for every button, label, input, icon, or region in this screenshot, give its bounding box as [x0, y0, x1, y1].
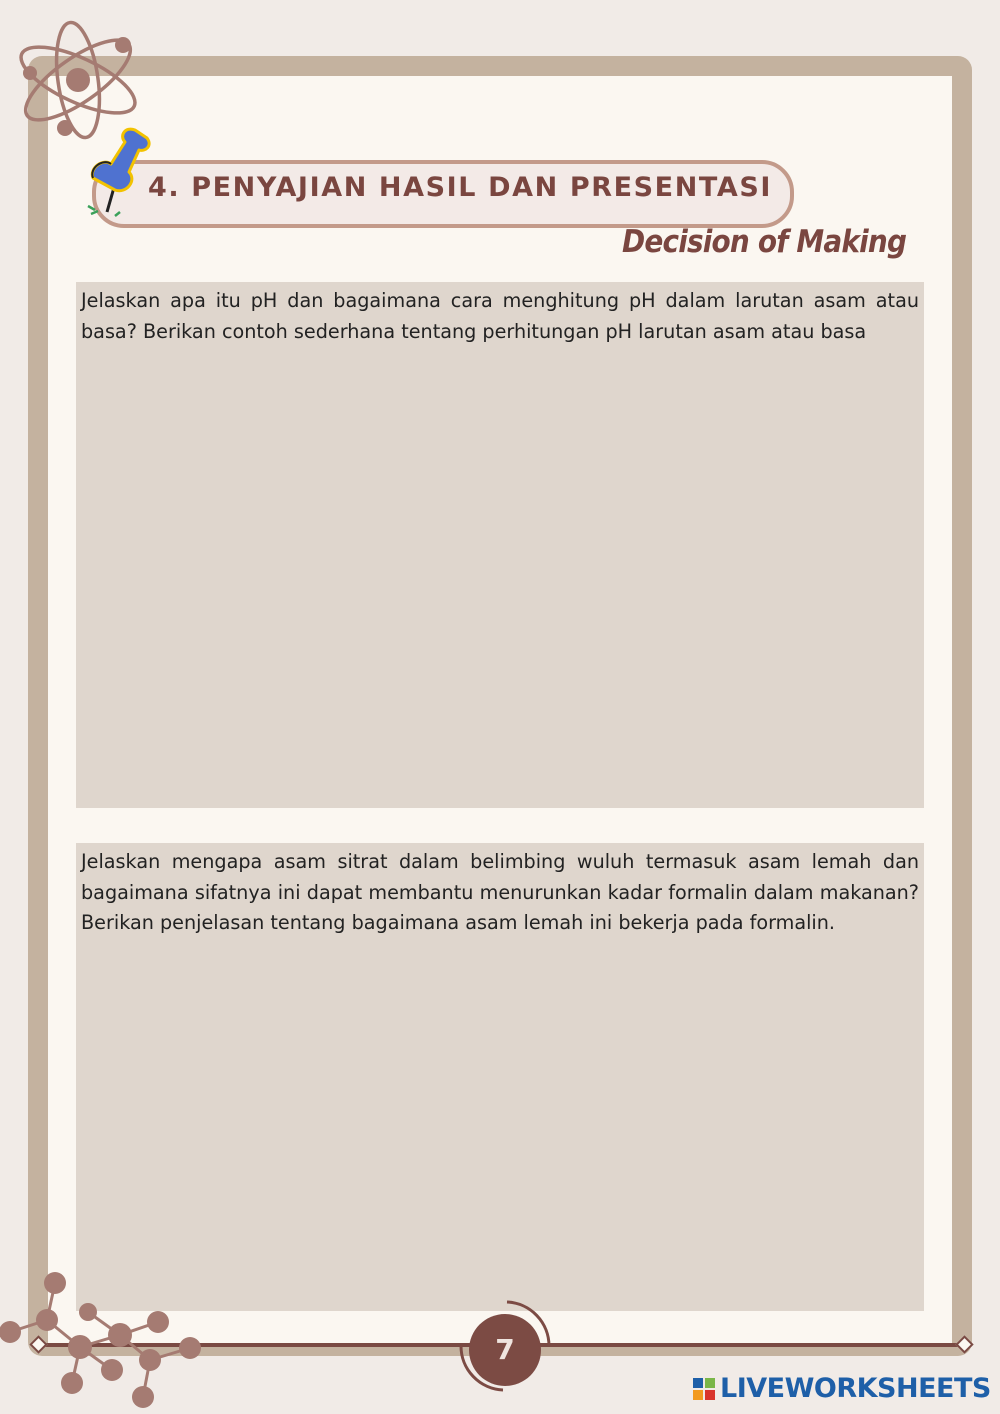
question-2-text: Jelaskan mengapa asam sitrat dalam belimbing wuluh termasuk asam lemah dan bagaimana sifatnya ini dapat membantu menurunkan kadar formalin dalam makanan? Berikan penjelasan tentang bagaimana asam lemah ini bekerja pada formalin.	[81, 850, 919, 934]
page-number: 7	[469, 1314, 541, 1386]
molecule-icon	[0, 1265, 215, 1414]
section-title: 4. PENYAJIAN HASIL DAN PRESENTASI	[148, 172, 773, 203]
section-subtitle: Decision of Making	[622, 224, 907, 260]
liveworksheets-brand-text: LIVEWORKSHEETS	[720, 1373, 991, 1404]
pushpin-icon	[85, 124, 153, 222]
liveworksheets-brand[interactable]	[693, 1373, 991, 1404]
answer-box-2[interactable]	[76, 843, 924, 1311]
question-1-text: Jelaskan apa itu pH dan bagaimana cara menghitung pH dalam larutan asam atau basa? Berikan contoh sederhana tentang perhitungan pH larutan asam atau basa	[81, 289, 919, 343]
answer-box-1[interactable]	[76, 282, 924, 808]
liveworksheets-logo-icon	[693, 1378, 715, 1400]
